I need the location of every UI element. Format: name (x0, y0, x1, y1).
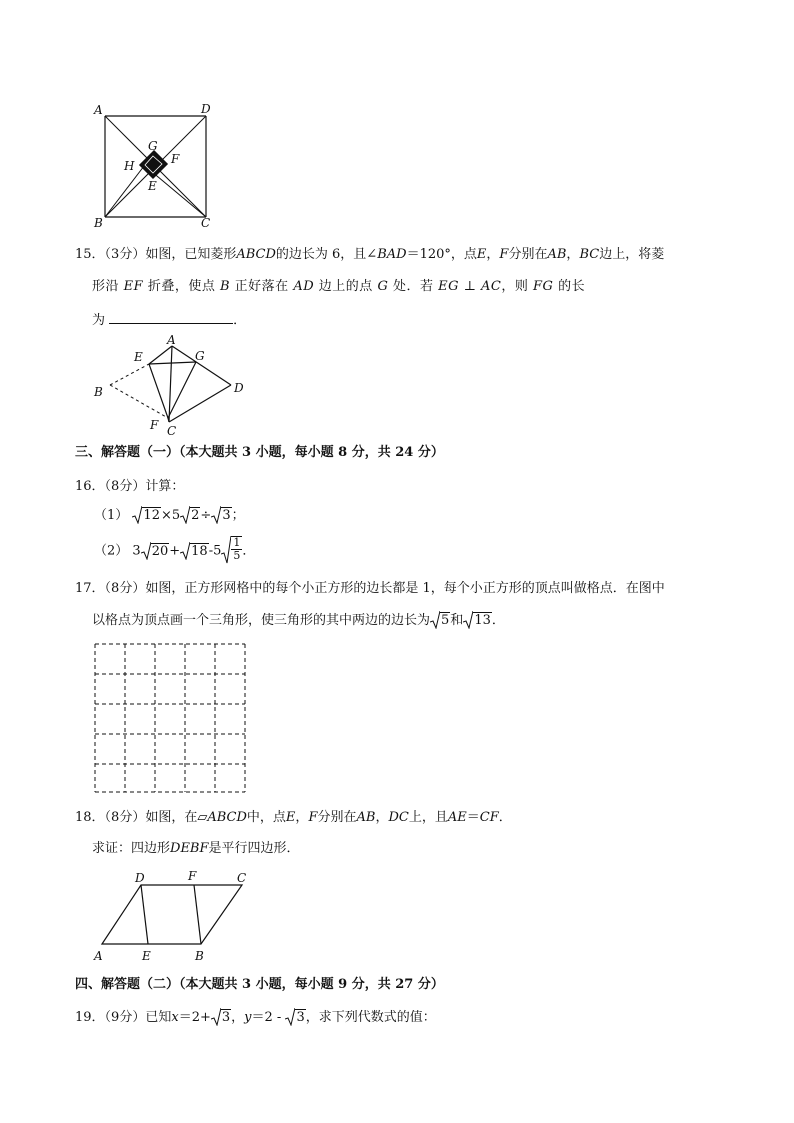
var-e: E (476, 247, 487, 262)
sqrt-13 (463, 611, 492, 631)
end: ． (491, 613, 505, 628)
segment-fg (168, 362, 196, 418)
section-4-header (75, 975, 444, 995)
var-bc: BC (579, 247, 600, 262)
end: ． (242, 543, 256, 559)
comma: ， (231, 1010, 245, 1025)
var-ab: AB (356, 810, 376, 825)
radicand: 3 (221, 1010, 231, 1025)
radicand: 2 (191, 508, 200, 523)
var-f: F (308, 810, 318, 825)
q19-text: ，求下列代数式的值： (305, 1010, 436, 1025)
q16-number: 16． (75, 479, 105, 494)
q16-part-2 (94, 536, 256, 562)
q15-text: 的长 (558, 279, 586, 294)
segment-ea (149, 346, 172, 364)
label-g: G (148, 139, 158, 153)
label-e: E (148, 179, 157, 193)
section-note: （本大题共 3 小题，每小题 8 分，共 24 分） (179, 445, 444, 460)
label-a: A (94, 103, 103, 117)
label-a: A (167, 333, 176, 347)
q15-text: 分别在 (508, 247, 548, 262)
sqrt-3 (285, 1008, 305, 1028)
label-e: E (134, 350, 143, 364)
q19-score: （9分） (104, 1010, 146, 1025)
q17-text: 以格点为顶点画一个三角形，使三角形的其中两边的边长为 (92, 613, 431, 628)
section-note: （本大题共 3 小题，每小题 9 分，共 27 分） (179, 977, 444, 992)
label-a: A (94, 949, 103, 963)
label-f: F (150, 418, 159, 432)
q15-text: 的边长为 6，且∠ (275, 247, 378, 262)
q18-text: 是平行四边形． (208, 841, 300, 856)
q18-text: 求证：四边形 (92, 841, 171, 856)
denominator: 5 (233, 549, 241, 562)
q15-sep: ， (566, 247, 580, 262)
label-e: E (142, 949, 151, 963)
label-h: H (124, 159, 135, 173)
q15-text: 边上，将菱 (599, 247, 665, 262)
q18-text: 上，且 (408, 810, 448, 825)
figure-parallelogram (88, 866, 258, 966)
end: ； (231, 508, 245, 523)
section-title: 四、解答题（二） (75, 977, 180, 992)
label-c: C (237, 871, 247, 885)
q16-score: （8分） (104, 479, 146, 494)
q15-line-1 (75, 245, 664, 265)
q15-text: 折叠，使点 (147, 279, 216, 294)
q15-comma: ， (486, 247, 500, 262)
var-abcd: ABCD (207, 810, 247, 825)
figure-rhombus-fold (88, 330, 258, 440)
perp-symbol: ⊥ (463, 279, 477, 294)
numerator: 1 (233, 536, 241, 549)
var-e: E (285, 810, 296, 825)
divide: ÷ (200, 508, 212, 523)
sqrt-3 (211, 506, 231, 526)
var-ac: AC (481, 279, 502, 294)
q18-score: （8分） (104, 810, 146, 825)
q18-text: 中，点 (246, 810, 286, 825)
sqrt-18 (180, 542, 209, 562)
label-b: B (94, 385, 103, 399)
q18-text: 分别在 (317, 810, 357, 825)
coef: 3 (132, 543, 141, 559)
var-abcd: ABCD (236, 247, 276, 262)
q16-part-1 (94, 506, 245, 526)
eq: ＝2 - (251, 1010, 286, 1025)
label-c: C (167, 424, 177, 438)
label-f: F (171, 152, 180, 166)
q19-text: 已知 (145, 1010, 172, 1025)
dashed-be (110, 364, 149, 385)
radicand: 13 (474, 613, 491, 628)
q17-score: （8分） (104, 581, 146, 596)
var-eg: EG (438, 279, 459, 294)
q15-number: 15． (75, 247, 105, 262)
plus: + (169, 543, 181, 559)
section-title: 三、解答题（一） (75, 445, 180, 460)
edge-dc (169, 385, 231, 422)
q15-text: 形沿 (92, 279, 120, 294)
q18-end: ． (498, 810, 512, 825)
var-ae: AE (447, 810, 467, 825)
section-3-header (75, 443, 444, 463)
q15-text: 处．若 (392, 279, 434, 294)
sqrt-5 (430, 611, 450, 631)
equals: ＝ (466, 810, 480, 825)
sqrt-20 (141, 542, 170, 562)
label-d: D (234, 381, 244, 395)
var-bad: BAD (377, 247, 407, 262)
label-c: C (201, 216, 211, 230)
q18-comma: ， (295, 810, 309, 825)
q16-text: 计算： (145, 479, 185, 494)
q15-text: ＝120°，点 (406, 247, 477, 262)
var-g: G (377, 279, 389, 294)
q15-line-2 (92, 277, 585, 297)
q19-line-1 (75, 1008, 436, 1028)
var-ef: EF (123, 279, 144, 294)
fraction (231, 536, 242, 562)
sqrt-fraction (221, 536, 242, 562)
q15-end: ． (233, 313, 247, 328)
radicand: 5 (441, 613, 450, 628)
part-label: （1） (94, 508, 129, 523)
q15-text: ，则 (501, 279, 529, 294)
label-b: B (94, 216, 103, 230)
q17-line-2 (92, 611, 505, 631)
var-b: B (219, 279, 231, 294)
var-cf: CF (479, 810, 499, 825)
var-ad: AD (293, 279, 315, 294)
minus: -5 (208, 543, 222, 559)
times: ×5 (160, 508, 181, 523)
segment-fb (194, 885, 201, 944)
q18-text: 如图，在 (145, 810, 198, 825)
eq: ＝2+ (178, 1010, 211, 1025)
q15-text: 正好落在 (234, 279, 289, 294)
var-fg: FG (533, 279, 554, 294)
part-label: （2） (94, 543, 129, 559)
label-d: D (135, 871, 145, 885)
sqrt-3 (211, 1008, 231, 1028)
q18-sep: ， (375, 810, 389, 825)
dashed-bf (110, 385, 168, 418)
var-debf: DEBF (170, 841, 209, 856)
q19-number: 19． (75, 1010, 105, 1025)
radicand: 3 (222, 508, 231, 523)
segment-de (141, 885, 148, 944)
q15-line-3 (92, 309, 246, 331)
figure-square-diagram (88, 100, 223, 230)
var-ab: AB (547, 247, 567, 262)
radicand: 20 (151, 543, 169, 559)
and: 和 (450, 613, 464, 628)
radicand: 12 (143, 508, 160, 523)
q17-number: 17． (75, 581, 105, 596)
label-g: G (195, 349, 205, 363)
q17-text: 如图，正方形网格中的每个小正方形的边长都是 1，每个小正方形的顶点叫做格点．在图中 (145, 581, 665, 596)
segment-eg (149, 362, 196, 364)
q17-line-1 (75, 579, 665, 599)
var-f: F (499, 247, 509, 262)
parallelogram-abcd (102, 885, 242, 944)
radicand: 3 (296, 1010, 305, 1025)
q18-line-2 (92, 839, 300, 859)
label-b: B (195, 949, 204, 963)
var-dc: DC (388, 810, 409, 825)
label-d: D (201, 102, 211, 116)
sqrt-12 (132, 506, 161, 526)
parallelogram-symbol: ▱ (197, 810, 208, 825)
answer-blank[interactable] (109, 309, 233, 324)
q15-text: 为 (92, 313, 106, 328)
dashed-grid[interactable] (93, 642, 248, 795)
radicand: 18 (191, 543, 208, 559)
q15-text: 如图，已知菱形 (145, 247, 237, 262)
sqrt-2 (180, 506, 200, 526)
var-x: x (171, 1010, 179, 1025)
q15-text: 边上的点 (318, 279, 373, 294)
q16-line-1 (75, 477, 184, 497)
var-y: y (244, 1010, 252, 1025)
q18-line-1 (75, 808, 512, 828)
q15-score: （3分） (104, 247, 146, 262)
segment-ef (149, 364, 168, 418)
q18-number: 18． (75, 810, 105, 825)
label-f: F (188, 869, 197, 883)
